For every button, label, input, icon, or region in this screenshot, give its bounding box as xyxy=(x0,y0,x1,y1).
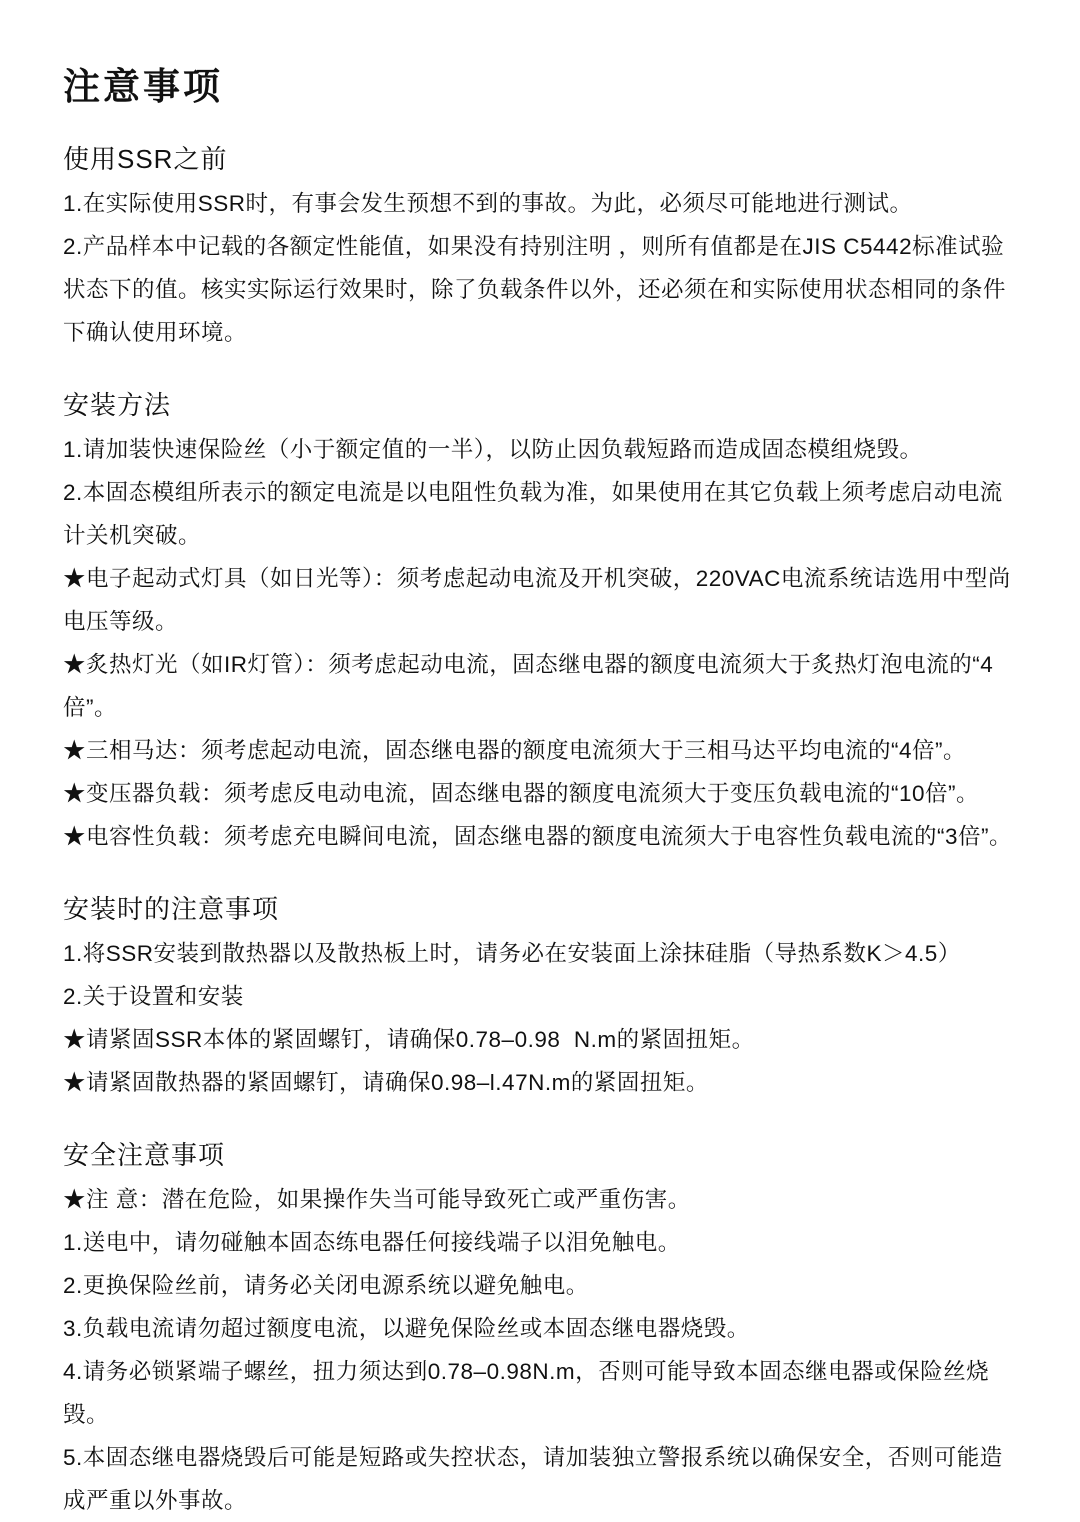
list-item: 5.本固态继电器烧毁后可能是短路或失控状态，请加装独立警报系统以确保安全，否则可能造成严重以外事故。 xyxy=(63,1445,1003,1513)
list-item: ★电容性负载：须考虑充电瞬间电流，固态继电器的额度电流须大于电容性负载电流的“3倍”。 xyxy=(63,824,1013,849)
list-item: 1.送电中，请勿碰触本固态练电器任何接线端子以泪免触电。 xyxy=(63,1230,681,1255)
list-item: 2.产品样本中记载的各额定性能值，如果没有持别注明 ，则所有值都是在JIS C5442标准试验状态下的值。核实实际运行效果时，除了负载条件以外，还必须在和实际使用状态相同的条件下确认使用环境。 xyxy=(63,234,1007,345)
list-item: 1.在实际使用SSR时，有事会发生预想不到的事故。为此，必须尽可能地进行测试。 xyxy=(63,191,913,216)
list-item: ★注 意：潜在危险，如果操作失当可能导致死亡或严重伤害。 xyxy=(63,1187,691,1212)
doc-section xyxy=(63,1138,1022,1522)
list-item: ★请紧固散热器的紧固螺钉，请确保0.98–l.47N.m的紧固扭矩。 xyxy=(63,1070,709,1095)
list-item: ★炙热灯光（如IR灯管）：须考虑起动电流，固态继电器的额度电流须大于炙热灯泡电流的“4倍”。 xyxy=(63,652,994,720)
list-item: 1.将SSR安装到散热器以及散热板上时，请务必在安装面上涂抹硅脂（导热系数K＞4.5） xyxy=(63,941,961,966)
doc-section xyxy=(63,142,1022,354)
list-item: ★请紧固SSR本体的紧固螺钉，请确保0.78–0.98 N.m的紧固扭矩。 xyxy=(63,1027,755,1052)
list-item: 2.关于设置和安装 xyxy=(63,984,244,1009)
doc-section xyxy=(63,892,1022,1104)
list-item: 3.负载电流请勿超过额度电流，以避免保险丝或本固态继电器烧毁。 xyxy=(63,1316,750,1341)
list-item: 2.本固态模组所表示的额定电流是以电阻性负载为准，如果使用在其它负载上须考虑启动电流计关机突破。 xyxy=(63,480,1003,548)
list-item: ★变压器负载：须考虑反电动电流，固态继电器的额度电流须大于变压负载电流的“10倍”。 xyxy=(63,781,980,806)
page-title: 注意事项 xyxy=(63,66,223,107)
doc-section xyxy=(63,388,1022,858)
section-heading: 安装方法 xyxy=(63,390,172,420)
document-sections xyxy=(63,142,1022,1522)
section-heading: 安全注意事项 xyxy=(63,1140,226,1170)
section-heading: 安装时的注意事项 xyxy=(63,894,280,924)
list-item: ★电子起动式灯具（如日光等）：须考虑起动电流及开机突破，220VAC电流系统诘选用中型尚电压等级。 xyxy=(63,566,1011,634)
section-heading: 使用SSR之前 xyxy=(63,144,228,174)
list-item: 2.更换保险丝前，请务必关闭电源系统以避免触电。 xyxy=(63,1273,589,1298)
list-item: 1.请加装快速保险丝（小于额定值的一半），以防止因负载短路而造成固态模组烧毁。 xyxy=(63,437,923,462)
list-item: 4.请务必锁紧端子螺丝，扭力须达到0.78–0.98N.m，否则可能导致本固态继电器或保险丝烧毁。 xyxy=(63,1359,990,1427)
list-item: ★三相马达：须考虑起动电流，固态继电器的额度电流须大于三相马达平均电流的“4倍”。 xyxy=(63,738,967,763)
